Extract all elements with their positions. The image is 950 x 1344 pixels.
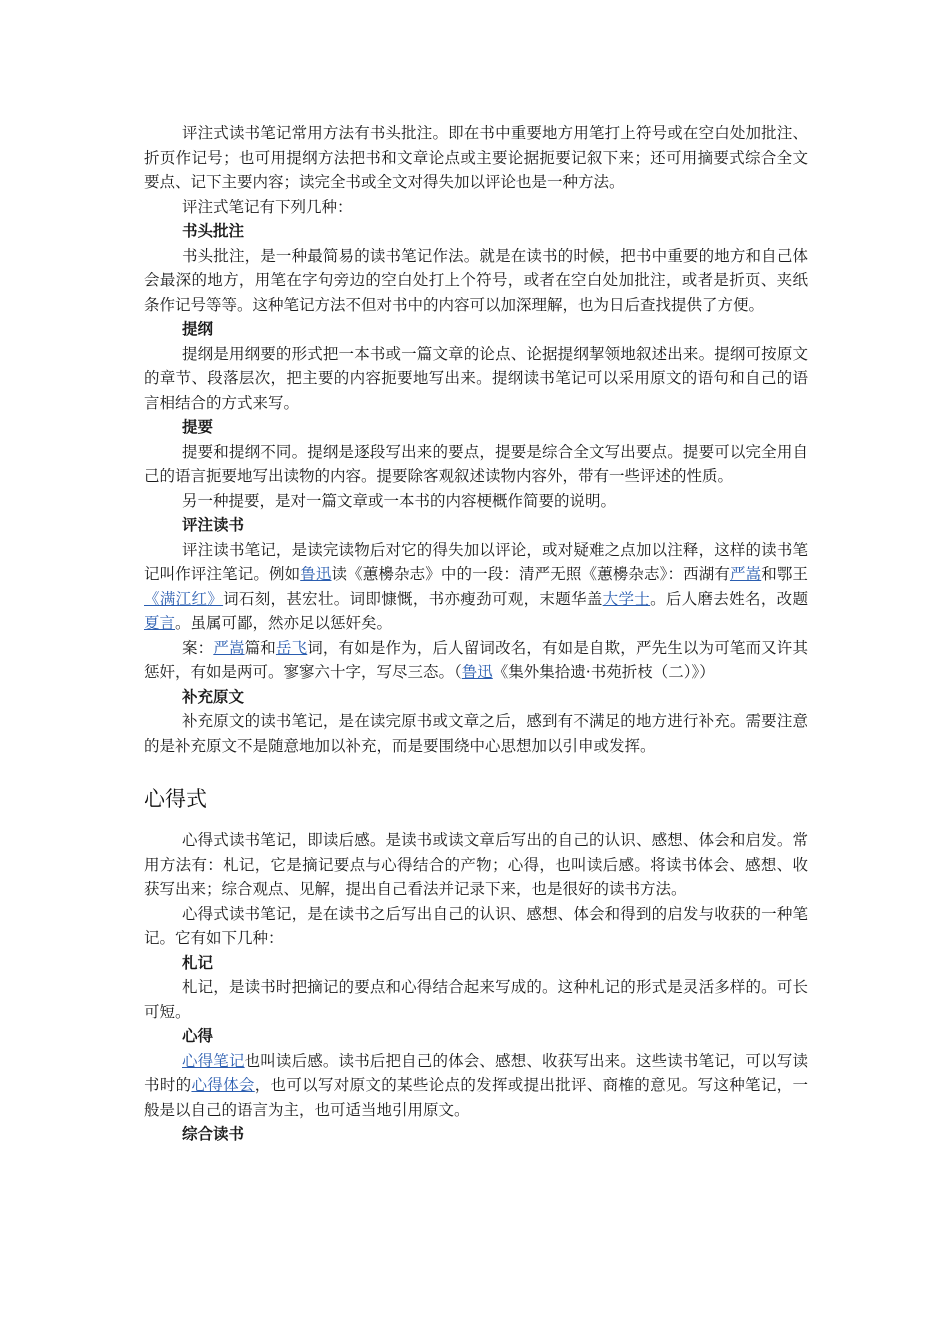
text-run: 篇和 <box>244 638 276 657</box>
section-heading-xinde: 心得式 <box>144 787 207 811</box>
text-run: 词石刻，甚宏壮。词即慷慨，书亦瘦劲可观，末题华盖 <box>223 589 603 608</box>
xinde-section-paragraph-2: 心得式读书笔记，是在读书之后写出自己的认识、感想、体会和得到的启发与收获的一种笔记。它有如下几种： <box>144 904 808 947</box>
subheading-tiyao: 提要 <box>182 418 214 436</box>
subheading-tigang: 提纲 <box>182 320 214 338</box>
subheading-buchong: 补充原文 <box>182 687 245 706</box>
text-run: 词，有如是作为，后人留词改名，有如是自欺，严先生以为可笔而又许其惩奸，有如是两可。寥寥六十字，写尽三态。（ <box>144 638 808 681</box>
shutou-paragraph: 书头批注，是一种最简易的读书笔记作法。就是在读书的时候，把书中重要的地方和自己体会最深的地方，用笔在字句旁边的空白处打上个符号，或者在空白处加批注，或者是折页、夹纸条作记号等等。这种笔记方法不但对书中的内容可以加深理解，也为日后查找提供了方便。 <box>144 246 808 314</box>
text-run: ，也可以写对原文的某些论点的发挥或提出批评、商榷的意见。写这种笔记，一般是以自己的语言为主，也可适当地引用原文。 <box>144 1076 808 1119</box>
intro-paragraph-1: 评注式读书笔记常用方法有书头批注。即在书中重要地方用笔打上符号或在空白处加批注、折页作记号；也可用提纲方法把书和文章论点或主要论据扼要记叙下来；还可用摘要式综合全文要点、记下主要内容；读完全书或全文对得失加以评论也是一种方法。 <box>144 124 808 191</box>
pingzhu-paragraph-1 <box>144 538 808 636</box>
document-content <box>144 121 808 1147</box>
xinde-section-paragraph-1: 心得式读书笔记，即读后感。是读书或读文章后写出的自己的认识、感想、体会和启发。常用方法有：札记，它是摘记要点与心得结合的产物；心得，也叫读后感。将读书体会、感想、收获写出来；综合观点、见解，提出自己看法并记录下来，也是很好的读书方法。 <box>144 831 808 898</box>
text-run: 案： <box>182 638 214 657</box>
tigang-paragraph: 提纲是用纲要的形式把一本书或一篇文章的论点、论据提纲挈领地叙述出来。提纲可按原文的章节、段落层次，把主要的内容扼要地写出来。提纲读书笔记可以采用原文的语句和自己的语言相结合的方式来写。 <box>144 344 808 412</box>
subheading-xinde: 心得 <box>182 1027 214 1045</box>
buchong-paragraph: 补充原文的读书笔记，是在读完原书或文章之后，感到有不满足的地方进行补充。需要注意的是补充原文不是随意地加以补充，而是要围绕中心思想加以引申或发挥。 <box>144 712 808 755</box>
text-run: 《集外集拾遗·书苑折枝（二）》） <box>492 663 715 681</box>
intro-paragraph-2: 评注式笔记有下列几种： <box>182 197 353 216</box>
text-run: 评注读书笔记，是读完读物后对它的得失加以评论，或对疑难之点加以注释，这样的读书笔记叫作评注笔记。例如 <box>144 540 808 583</box>
link-yuefei[interactable]: 岳飞 <box>275 638 308 657</box>
link-yansong-2[interactable]: 严嵩 <box>213 638 245 657</box>
tiyao-paragraph-2: 另一种提要，是对一篇文章或一本书的内容梗概作简要的说明。 <box>182 491 617 510</box>
zhaji-paragraph: 札记，是读书时把摘记的要点和心得结合起来写成的。这种札记的形式是灵活多样的。可长可短。 <box>144 978 808 1021</box>
text-run: 也叫读后感。读书后把自己的体会、感想、收获写出来。这些读书笔记，可以写读书时的 <box>144 1051 808 1094</box>
pingzhu-paragraph-2 <box>144 636 808 685</box>
subheading-pingzhu: 评注读书 <box>182 516 245 534</box>
tiyao-paragraph-1: 提要和提纲不同。提纲是逐段写出来的要点，提要是综合全文写出要点。提要可以完全用自己的语言扼要地写出读物的内容。提要除客观叙述读物内容外，带有一些评述的性质。 <box>144 442 808 485</box>
subheading-zonghe: 综合读书 <box>182 1125 245 1143</box>
link-xindetihui[interactable]: 心得体会 <box>191 1076 255 1094</box>
text-run: 读《蕙櫋杂志》中的一段：清严无照《蕙櫋杂志》：西湖有 <box>331 565 730 583</box>
link-xiayan[interactable]: 夏言 <box>144 614 176 632</box>
subheading-zhaji: 札记 <box>182 953 214 972</box>
link-yansong[interactable]: 严嵩 <box>729 565 762 583</box>
xinde-paragraph <box>144 1049 808 1123</box>
text-run: 。后人磨去姓名，改题 <box>650 589 808 608</box>
link-daxueshi[interactable]: 大学士 <box>602 589 651 608</box>
link-xindebiji[interactable]: 心得笔记 <box>182 1051 245 1070</box>
subheading-shutou: 书头批注 <box>182 222 245 240</box>
link-luxun-2[interactable]: 鲁迅 <box>461 663 493 681</box>
link-manjianghong[interactable]: 《满江红》 <box>144 589 224 608</box>
text-run: 和鄂王 <box>761 565 808 583</box>
text-run: 。虽属可鄙，然亦足以惩奸矣。 <box>175 614 393 632</box>
link-luxun[interactable]: 鲁迅 <box>300 565 332 583</box>
